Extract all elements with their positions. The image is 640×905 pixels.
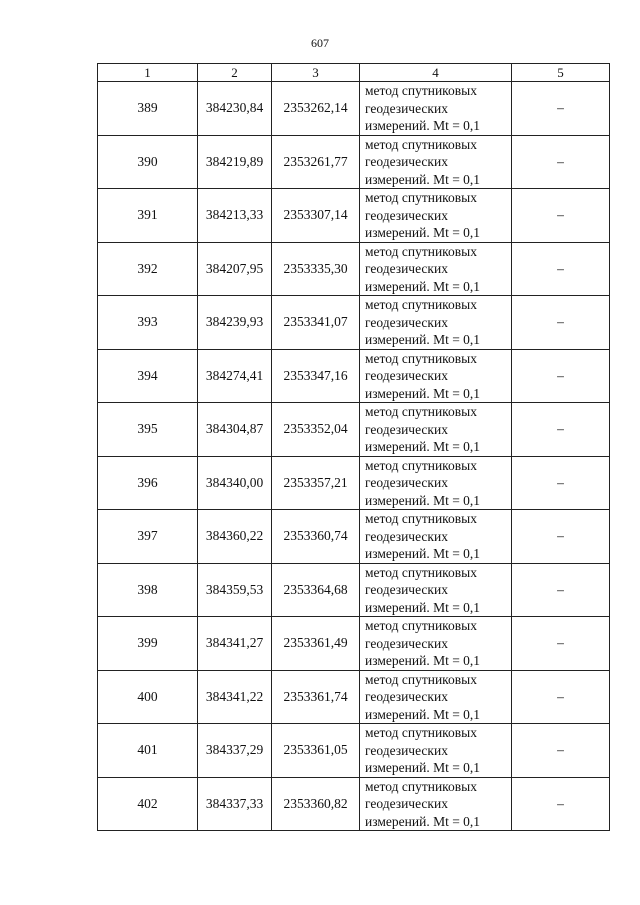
note-cell: – (512, 670, 610, 724)
table-row (98, 135, 610, 189)
method-line: измерений. Mt = 0,1 (365, 653, 481, 668)
note-cell: – (512, 349, 610, 403)
method-cell (360, 777, 512, 831)
column-header-2: 2 (198, 64, 272, 82)
method-line: геодезических (365, 796, 448, 811)
method-line: геодезических (365, 154, 448, 169)
note-cell: – (512, 617, 610, 671)
method-cell (360, 349, 512, 403)
x-coordinate-cell: 384360,22 (198, 510, 272, 564)
table-row (98, 403, 610, 457)
point-number-cell: 395 (98, 403, 198, 457)
method-line: измерений. Mt = 0,1 (365, 760, 481, 775)
point-number-cell: 394 (98, 349, 198, 403)
x-coordinate-cell: 384213,33 (198, 189, 272, 243)
y-coordinate-cell: 2353341,07 (272, 296, 360, 350)
method-line: геодезических (365, 582, 448, 597)
y-coordinate-cell: 2353361,05 (272, 724, 360, 778)
table-row (98, 510, 610, 564)
y-coordinate-cell: 2353307,14 (272, 189, 360, 243)
method-line: геодезических (365, 689, 448, 704)
method-line: измерений. Mt = 0,1 (365, 118, 481, 133)
y-coordinate-cell: 2353335,30 (272, 242, 360, 296)
method-cell (360, 82, 512, 136)
table-row (98, 724, 610, 778)
method-line: геодезических (365, 261, 448, 276)
table-header-row (98, 64, 610, 82)
note-cell: – (512, 456, 610, 510)
method-line: метод спутниковых (365, 725, 477, 740)
method-cell (360, 189, 512, 243)
x-coordinate-cell: 384207,95 (198, 242, 272, 296)
table-row (98, 296, 610, 350)
method-line: измерений. Mt = 0,1 (365, 706, 481, 722)
method-line: метод спутниковых (365, 457, 477, 473)
method-line: геодезических (365, 528, 448, 544)
note-cell: – (512, 403, 610, 457)
x-coordinate-cell: 384230,84 (198, 82, 272, 136)
column-header-1: 1 (98, 64, 198, 82)
column-header-3: 3 (272, 64, 360, 82)
note-cell: – (512, 242, 610, 296)
note-cell: – (512, 563, 610, 617)
table-row (98, 189, 610, 243)
point-number-cell: 392 (98, 242, 198, 296)
method-line: метод спутниковых (365, 618, 477, 633)
note-cell: – (512, 82, 610, 136)
method-line: метод спутниковых (365, 778, 477, 794)
point-number-cell: 398 (98, 563, 198, 617)
x-coordinate-cell: 384340,00 (198, 456, 272, 510)
method-cell (360, 242, 512, 296)
x-coordinate-cell: 384337,29 (198, 724, 272, 778)
method-cell (360, 456, 512, 510)
x-coordinate-cell: 384341,27 (198, 617, 272, 671)
method-line: метод спутниковых (365, 564, 477, 580)
method-line: геодезических (365, 635, 448, 651)
x-coordinate-cell: 384359,53 (198, 563, 272, 617)
y-coordinate-cell: 2353361,49 (272, 617, 360, 671)
note-cell: – (512, 189, 610, 243)
x-coordinate-cell: 384341,22 (198, 670, 272, 724)
method-line: измерений. Mt = 0,1 (365, 599, 481, 615)
x-coordinate-cell: 384239,93 (198, 296, 272, 350)
table-row (98, 82, 610, 136)
method-line: измерений. Mt = 0,1 (365, 278, 481, 294)
method-line: геодезических (365, 207, 448, 223)
method-line: измерений. Mt = 0,1 (365, 439, 481, 454)
method-line: метод спутниковых (365, 190, 477, 205)
method-line: геодезических (365, 368, 448, 383)
column-header-4: 4 (360, 64, 512, 82)
y-coordinate-cell: 2353261,77 (272, 135, 360, 189)
table-row (98, 777, 610, 831)
point-number-cell: 391 (98, 189, 198, 243)
table-row (98, 670, 610, 724)
method-cell (360, 670, 512, 724)
method-line: измерений. Mt = 0,1 (365, 332, 481, 347)
y-coordinate-cell: 2353364,68 (272, 563, 360, 617)
x-coordinate-cell: 384304,87 (198, 403, 272, 457)
method-line: геодезических (365, 475, 448, 490)
x-coordinate-cell: 384274,41 (198, 349, 272, 403)
y-coordinate-cell: 2353357,21 (272, 456, 360, 510)
point-number-cell: 389 (98, 82, 198, 136)
table-row (98, 242, 610, 296)
table-row (98, 349, 610, 403)
point-number-cell: 393 (98, 296, 198, 350)
point-number-cell: 390 (98, 135, 198, 189)
method-cell (360, 296, 512, 350)
y-coordinate-cell: 2353360,82 (272, 777, 360, 831)
method-line: метод спутниковых (365, 297, 477, 312)
method-line: метод спутниковых (365, 511, 477, 526)
method-cell (360, 135, 512, 189)
method-line: метод спутниковых (365, 136, 477, 152)
table-row (98, 456, 610, 510)
method-line: геодезических (365, 421, 448, 437)
method-line: измерений. Mt = 0,1 (365, 546, 481, 561)
y-coordinate-cell: 2353352,04 (272, 403, 360, 457)
method-cell (360, 724, 512, 778)
method-line: измерений. Mt = 0,1 (365, 225, 481, 240)
coordinates-table (97, 63, 610, 831)
method-line: измерений. Mt = 0,1 (365, 813, 481, 829)
method-line: геодезических (365, 100, 448, 116)
method-line: геодезических (365, 314, 448, 330)
method-line: измерений. Mt = 0,1 (365, 385, 481, 401)
x-coordinate-cell: 384219,89 (198, 135, 272, 189)
method-line: измерений. Mt = 0,1 (365, 171, 481, 187)
point-number-cell: 399 (98, 617, 198, 671)
table-body (98, 82, 610, 831)
point-number-cell: 401 (98, 724, 198, 778)
method-line: измерений. Mt = 0,1 (365, 492, 481, 508)
method-line: метод спутниковых (365, 350, 477, 366)
method-cell (360, 510, 512, 564)
method-line: метод спутниковых (365, 83, 477, 98)
note-cell: – (512, 135, 610, 189)
note-cell: – (512, 724, 610, 778)
point-number-cell: 397 (98, 510, 198, 564)
point-number-cell: 400 (98, 670, 198, 724)
method-line: метод спутниковых (365, 404, 477, 419)
note-cell: – (512, 777, 610, 831)
y-coordinate-cell: 2353262,14 (272, 82, 360, 136)
method-line: геодезических (365, 742, 448, 758)
method-cell (360, 563, 512, 617)
column-header-5: 5 (512, 64, 610, 82)
x-coordinate-cell: 384337,33 (198, 777, 272, 831)
y-coordinate-cell: 2353361,74 (272, 670, 360, 724)
page-number: 607 (311, 36, 329, 50)
point-number-cell: 396 (98, 456, 198, 510)
table-row (98, 617, 610, 671)
point-number-cell: 402 (98, 777, 198, 831)
note-cell: – (512, 510, 610, 564)
method-cell (360, 617, 512, 671)
y-coordinate-cell: 2353347,16 (272, 349, 360, 403)
method-line: метод спутниковых (365, 243, 477, 259)
method-cell (360, 403, 512, 457)
table-row (98, 563, 610, 617)
y-coordinate-cell: 2353360,74 (272, 510, 360, 564)
note-cell: – (512, 296, 610, 350)
method-line: метод спутниковых (365, 671, 477, 687)
